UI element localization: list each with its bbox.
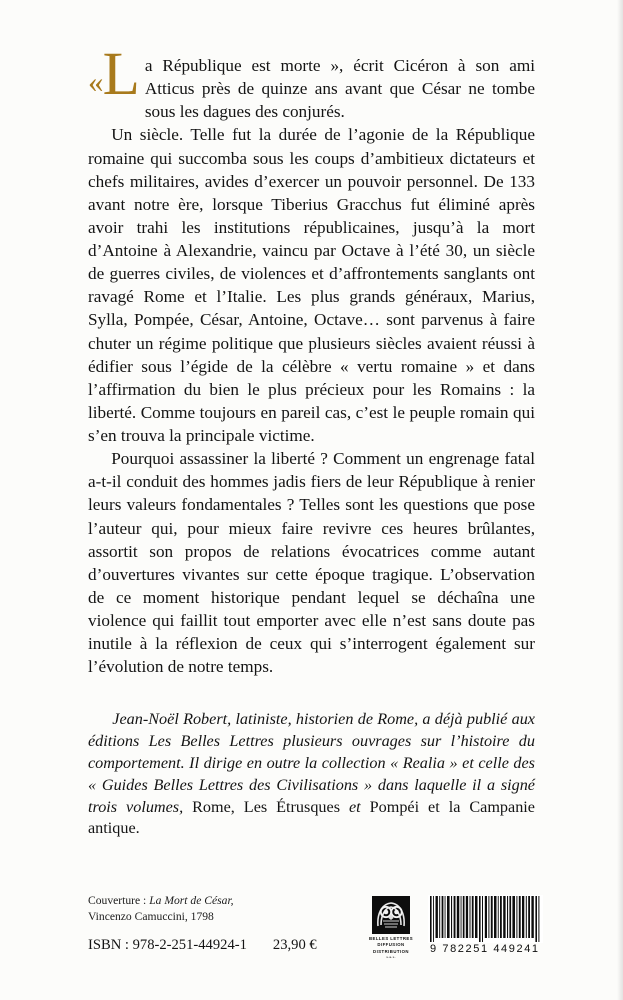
publisher-line-2: DIFFUSION <box>377 942 405 948</box>
publisher-line-4: s.a.s. <box>386 955 396 960</box>
publisher-name-lines <box>367 936 415 960</box>
cover-content <box>88 41 535 840</box>
blurb-paragraph-1-text: a République est morte », écrit Cicéron à son ami Atticus près de quinze ans avant que César ne tombe sous les dagues des conjurés. <box>144 56 535 122</box>
publisher-line-3: DISTRIBUTION <box>373 948 409 954</box>
opening-guillemet: « <box>88 64 103 99</box>
ean13-barcode <box>428 895 543 955</box>
blurb-paragraph-1 <box>88 41 535 123</box>
barcode-digits: 9 782251 449241 <box>430 943 540 955</box>
blurb-text <box>88 41 535 678</box>
bio-segment-4: Pompéi et la Campanie antique. <box>88 797 535 838</box>
author-bio <box>88 709 535 840</box>
publisher-line-1: BELLES LETTRES <box>368 936 414 941</box>
cover-credits <box>88 893 234 926</box>
credits-artist: Vincenzo Camuccini, 1798 <box>88 910 214 924</box>
price-value: 23,90 € <box>272 937 317 953</box>
credits-artwork-title: La Mort de César, <box>149 894 234 907</box>
credits-label: Couverture : <box>88 894 150 907</box>
bio-segment-1: Jean-Noël Robert, latiniste, historien de Rome, a déjà publié aux éditions Les Belles Lettres plusieurs ouvrages sur l’histoire du comportement. Il dirige en outre la collection « Realia » et celle des « Guides Belles Lettres des Civilisations » dans laquelle il a signé trois volumes, <box>88 710 535 816</box>
blurb-paragraph-3: Pourquoi assassiner la liberté ? Comment un engrenage fatal a-t-il conduit des hommes jadis fiers de leur République à renier leurs valeurs fondamentales ? Telles sont les questions que pose l’auteur qui, pour mieux faire revivre ces heures brûlantes, assortit son propos de relations évocatrices comme autant d’ouvertures vivantes sur cette époque tragique. L’observation de ce moment historique pendant lequel se déchaîna une violence qui faillit tout emporter avec elle n’est sans doute pas inutile à la réflexion de ceux qui s’interrogent également sur l’évolution de notre temps. <box>88 449 535 677</box>
dropcap-letter: L <box>102 41 140 108</box>
bio-segment-3: et <box>348 797 370 816</box>
bio-segment-2: Rome, Les Étrusques <box>192 797 349 816</box>
blurb-paragraph-2: Un siècle. Telle fut la durée de l’agonie de la République romaine qui succomba sous les coups d’ambitieux dictateurs et chefs militaires, avides d’exercer un pouvoir personnel. De 133 avant notre ère, lorsque Tiberius Gracchus fut éliminé après avoir trahi les institutions républicaines, jusqu’à la mort d’Antoine à Alexandrie, vaincu par Octave à l’été 30, un siècle de guerres civiles, de violences et d’affrontements sanglants ont ravagé Rome et l’Italie. Les plus grands généraux, Marius, Sylla, Pompée, César, Antoine, Octave… sont parvenus à faire chuter un régime politique que plusieurs siècles avaient réussi à édifier sous l’égide de la célèbre « vertu romaine » et dans l’affirmation du bien le plus précieux pour les Romains : la liberté. Comme toujours en pareil cas, c’est le peuple romain qui s’en trouva la principale victime. <box>88 125 535 445</box>
belles-lettres-owl-icon <box>372 896 410 934</box>
dropcap-group <box>88 41 141 108</box>
publisher-logo-block <box>367 896 415 960</box>
cover-footer <box>88 893 553 978</box>
isbn-row <box>88 937 317 954</box>
isbn-value: ISBN : 978-2-251-44924-1 <box>88 937 247 953</box>
